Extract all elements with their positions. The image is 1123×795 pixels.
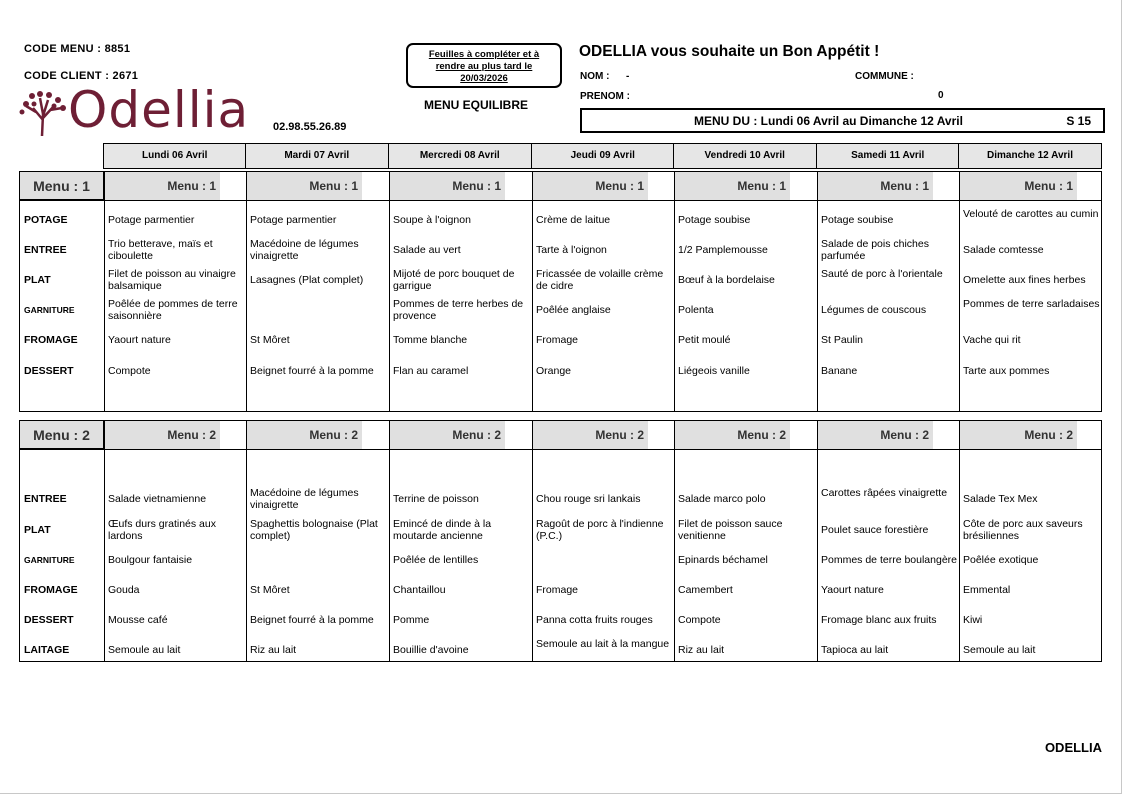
menu2-day-label: Menu : 2 [817, 421, 933, 449]
menu-item[interactable]: Fricassée de volaille crème de cidre [536, 268, 664, 292]
menu-item[interactable]: Vache qui rit [963, 334, 1021, 346]
menu-item[interactable]: Chantaillou [393, 584, 446, 596]
menu1-day-label: Menu : 1 [817, 172, 933, 200]
menu-item[interactable]: Salade marco polo [678, 493, 766, 505]
day-header: Mercredi 08 Avril [388, 143, 532, 169]
menu-item[interactable]: Terrine de poisson [393, 493, 479, 505]
menu-item[interactable]: Poêlée exotique [963, 554, 1039, 566]
row-label: ENTREE [24, 493, 67, 505]
phone-number: 02.98.55.26.89 [273, 121, 347, 133]
menu-item[interactable]: Lasagnes (Plat complet) [250, 274, 364, 286]
menu-item[interactable]: Salade vietnamienne [108, 493, 207, 505]
deadline-line: Feuilles à compléter et à [428, 49, 540, 60]
menu-item[interactable]: Emmental [963, 584, 1011, 596]
menu-period: MENU DU : Lundi 06 Avril au Dimanche 12 Avril [694, 114, 963, 128]
row-label: ENTREE [24, 244, 67, 256]
menu2-day-label: Menu : 2 [959, 421, 1077, 449]
menu-item[interactable]: Flan au caramel [393, 365, 469, 377]
menu2-day-label: Menu : 2 [532, 421, 648, 449]
menu-item[interactable]: Macédoine de légumes vinaigrette [250, 238, 359, 262]
menu-item[interactable]: Tarte à l'oignon [536, 244, 607, 256]
menu-item[interactable]: St Môret [250, 584, 290, 596]
row-label: PLAT [24, 524, 51, 536]
deadline-line: rendre au plus tard le [435, 61, 533, 72]
menu-period-box [580, 108, 1105, 133]
day-header: Samedi 11 Avril [816, 143, 960, 169]
menu-item[interactable]: Côte de porc aux saveurs brésiliennes [963, 518, 1083, 542]
menu-item[interactable]: Salade au vert [393, 244, 461, 256]
day-header: Dimanche 12 Avril [958, 143, 1102, 169]
menu-item[interactable]: Potage soubise [821, 214, 894, 226]
count-value: 0 [938, 90, 944, 101]
menu-item[interactable]: Boulgour fantaisie [108, 554, 193, 566]
menu1-day-label: Menu : 1 [674, 172, 790, 200]
menu-item[interactable]: Fromage blanc aux fruits [821, 614, 937, 626]
menu-item[interactable]: Bœuf à la bordelaise [678, 274, 775, 286]
header-separator [20, 449, 1101, 450]
menu-item[interactable]: 1/2 Pamplemousse [678, 244, 768, 256]
menu-item[interactable]: Polenta [678, 304, 714, 316]
menu-item[interactable]: Semoule au lait [108, 644, 181, 656]
menu-item[interactable]: Pomme [393, 614, 430, 626]
logo-text: Odellia [68, 81, 250, 139]
code-client: CODE CLIENT : 2671 [24, 70, 139, 82]
row-label: PLAT [24, 274, 51, 286]
menu-item[interactable]: Tomme blanche [393, 334, 468, 346]
menu-item[interactable]: Potage parmentier [108, 214, 195, 226]
row-label: FROMAGE [24, 584, 78, 596]
menu1-block [19, 171, 1102, 412]
menu1-day-label: Menu : 1 [959, 172, 1077, 200]
row-label: DESSERT [24, 365, 74, 377]
menu2-day-label: Menu : 2 [246, 421, 362, 449]
menu-item[interactable]: Omelette aux fines herbes [963, 274, 1086, 286]
menu-item[interactable]: Sauté de porc à l'orientale [821, 268, 943, 280]
menu-item[interactable]: Fromage [536, 334, 579, 346]
menu-item[interactable]: Fromage [536, 584, 579, 596]
menu-item[interactable]: Poêlée de pommes de terre saisonnière [108, 298, 238, 322]
menu-item[interactable]: Emincé de dinde à la moutarde ancienne [393, 518, 492, 542]
menu-item[interactable]: Velouté de carottes au cumin [963, 208, 1099, 220]
day-header: Lundi 06 Avril [103, 143, 247, 169]
menu-item[interactable]: Potage soubise [678, 214, 751, 226]
menu-item[interactable]: Poêlée anglaise [536, 304, 611, 316]
menu2-day-label: Menu : 2 [104, 421, 220, 449]
menu-item[interactable]: Riz au lait [678, 644, 725, 656]
menu-item[interactable]: Filet de poisson au vinaigre balsamique [108, 268, 236, 292]
menu-item[interactable]: Filet de poisson sauce venitienne [678, 518, 783, 542]
menu-item[interactable]: Yaourt nature [108, 334, 171, 346]
menu-item[interactable]: Crème de laitue [536, 214, 611, 226]
menu-item[interactable]: Potage parmentier [250, 214, 337, 226]
row-label: DESSERT [24, 614, 74, 626]
menu1-label: Menu : 1 [20, 172, 104, 200]
menu-item[interactable]: Epinards béchamel [678, 554, 768, 566]
menu1-day-label: Menu : 1 [246, 172, 362, 200]
menu-item[interactable]: Pommes de terre boulangère [821, 554, 957, 566]
nom-label: NOM : [580, 71, 610, 82]
menu2-label: Menu : 2 [20, 421, 104, 449]
menu-item[interactable]: Panna cotta fruits rouges [536, 614, 653, 626]
menu-item[interactable]: Camembert [678, 584, 733, 596]
menu-item[interactable]: Riz au lait [250, 644, 297, 656]
menu-item[interactable]: Salade comtesse [963, 244, 1044, 256]
menu-item[interactable]: Petit moulé [678, 334, 731, 346]
menu1-day-label: Menu : 1 [532, 172, 648, 200]
deadline-box [406, 43, 562, 88]
menu-item[interactable]: Carottes râpées vinaigrette [821, 487, 948, 499]
menu-item[interactable]: Compote [678, 614, 721, 626]
menu1-day-label: Menu : 1 [104, 172, 220, 200]
day-header: Mardi 07 Avril [245, 143, 389, 169]
menu1-day-label: Menu : 1 [389, 172, 505, 200]
menu-item[interactable]: Liégeois vanille [678, 365, 750, 377]
row-label: FROMAGE [24, 334, 78, 346]
menu-item[interactable]: Pommes de terre herbes de provence [393, 298, 524, 322]
menu-item[interactable]: Pommes de terre sarladaises [963, 298, 1100, 310]
menu-type: MENU EQUILIBRE [424, 98, 529, 112]
menu-item[interactable]: Poulet sauce forestière [821, 524, 929, 536]
menu-item[interactable]: Spaghettis bolognaise (Plat complet) [250, 518, 378, 542]
menu-item[interactable]: Semoule au lait [963, 644, 1036, 656]
week-number: S 15 [1066, 114, 1091, 128]
menu-item[interactable]: Ragoût de porc à l'indienne (P.C.) [536, 518, 664, 542]
menu-item[interactable]: Kiwi [963, 614, 983, 626]
menu-item[interactable]: Compote [108, 365, 151, 377]
prenom-label: PRENOM : [580, 91, 630, 102]
menu2-day-label: Menu : 2 [674, 421, 790, 449]
row-label: GARNITURE [24, 305, 75, 315]
row-label: GARNITURE [24, 555, 75, 565]
menu-item[interactable]: Bouillie d'avoine [393, 644, 469, 656]
menu-item[interactable]: Salade de pois chiches parfumée [821, 238, 929, 262]
menu-item[interactable]: Mijoté de porc bouquet de garrigue [393, 268, 515, 292]
day-header: Vendredi 10 Avril [673, 143, 817, 169]
menu-item[interactable]: St Paulin [821, 334, 864, 346]
menu-item[interactable]: Orange [536, 365, 572, 377]
menu-item[interactable]: Poêlée de lentilles [393, 554, 479, 566]
menu-item[interactable]: St Môret [250, 334, 290, 346]
day-header: Jeudi 09 Avril [531, 143, 675, 169]
menu-item[interactable]: Tapioca au lait [821, 644, 889, 656]
row-label: LAITAGE [24, 644, 70, 656]
row-label: POTAGE [24, 214, 68, 226]
header-separator [20, 200, 1101, 201]
nom-value[interactable]: - [626, 71, 630, 82]
menu-item[interactable]: Mousse café [108, 614, 168, 626]
tree-logo-icon [18, 86, 68, 138]
menu-item[interactable]: Soupe à l'oignon [393, 214, 471, 226]
menu-item[interactable]: Yaourt nature [821, 584, 884, 596]
menu-item[interactable]: Chou rouge sri lankais [536, 493, 641, 505]
menu2-day-label: Menu : 2 [389, 421, 505, 449]
menu-item[interactable]: Légumes de couscous [821, 304, 927, 316]
deadline-line: 20/03/2026 [460, 73, 508, 84]
column-divider [104, 421, 105, 661]
column-divider [104, 172, 105, 411]
menu-item[interactable]: Semoule au lait à la mangue [536, 638, 670, 650]
menu-item[interactable]: Gouda [108, 584, 140, 596]
greeting: ODELLIA vous souhaite un Bon Appétit ! [579, 43, 880, 60]
footer-brand: ODELLIA [1044, 740, 1102, 755]
menu-item[interactable]: Tarte aux pommes [963, 365, 1050, 377]
menu-item[interactable]: Beignet fourré à la pomme [250, 365, 374, 377]
menu-item[interactable]: Trio betterave, maïs et ciboulette [108, 238, 213, 262]
menu-item[interactable]: Œufs durs gratinés aux lardons [108, 518, 216, 542]
menu2-block [19, 420, 1102, 662]
commune-label: COMMUNE : [855, 71, 914, 82]
menu-item[interactable]: Banane [821, 365, 858, 377]
menu-item[interactable]: Beignet fourré à la pomme [250, 614, 374, 626]
menu-item[interactable]: Macédoine de légumes vinaigrette [250, 487, 359, 511]
code-menu: CODE MENU : 8851 [24, 43, 131, 55]
menu-item[interactable]: Salade Tex Mex [963, 493, 1038, 505]
